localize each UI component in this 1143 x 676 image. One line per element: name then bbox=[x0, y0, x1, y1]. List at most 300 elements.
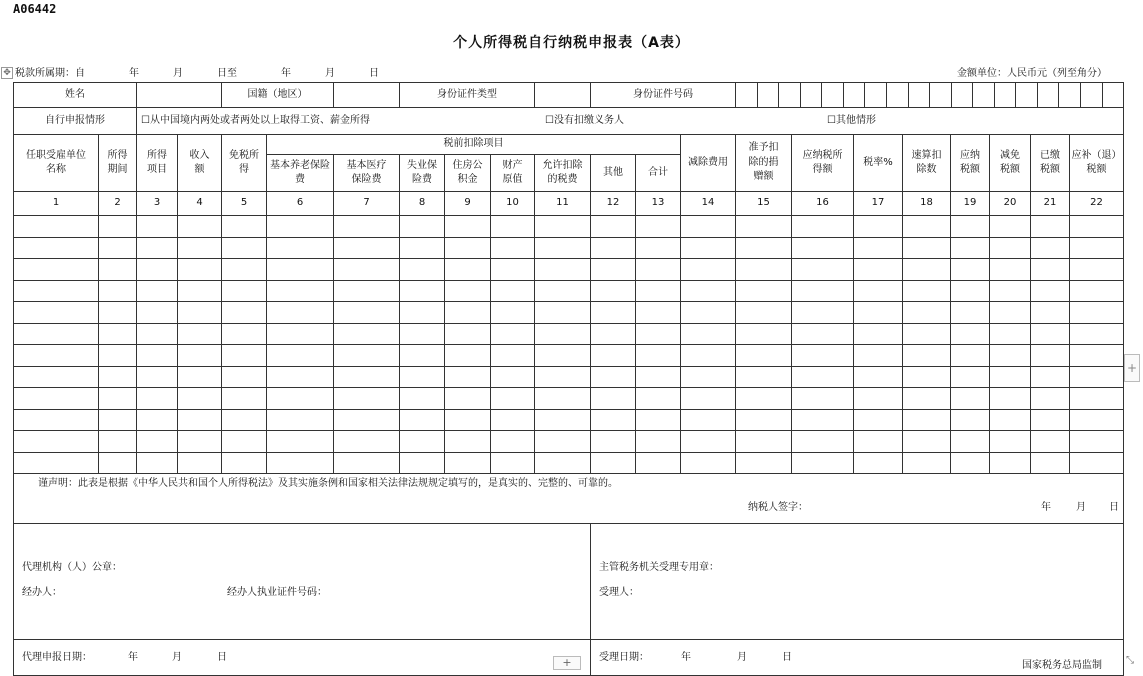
table-cell[interactable] bbox=[99, 216, 137, 238]
id-digit-box[interactable] bbox=[865, 83, 887, 107]
table-cell[interactable] bbox=[1031, 431, 1070, 453]
table-cell[interactable] bbox=[1070, 388, 1124, 410]
add-column-plus-icon[interactable]: + bbox=[1124, 354, 1140, 382]
table-cell[interactable] bbox=[591, 302, 636, 324]
table-cell[interactable] bbox=[14, 452, 99, 474]
table-cell[interactable] bbox=[990, 409, 1031, 431]
filing-option-other[interactable]: ☐其他情形 bbox=[827, 115, 876, 126]
table-cell[interactable] bbox=[491, 216, 535, 238]
id-digit-box[interactable] bbox=[844, 83, 866, 107]
table-cell[interactable] bbox=[535, 237, 591, 259]
table-cell[interactable] bbox=[903, 237, 951, 259]
table-cell[interactable] bbox=[178, 388, 222, 410]
table-cell[interactable] bbox=[591, 366, 636, 388]
table-cell[interactable] bbox=[990, 366, 1031, 388]
table-cell[interactable] bbox=[400, 452, 445, 474]
table-cell[interactable] bbox=[792, 302, 854, 324]
table-cell[interactable] bbox=[99, 366, 137, 388]
table-cell[interactable] bbox=[1070, 431, 1124, 453]
id-digit-box[interactable] bbox=[952, 83, 974, 107]
table-cell[interactable] bbox=[736, 345, 792, 367]
table-cell[interactable] bbox=[1070, 323, 1124, 345]
table-cell[interactable] bbox=[951, 323, 990, 345]
table-cell[interactable] bbox=[99, 345, 137, 367]
table-cell[interactable] bbox=[535, 345, 591, 367]
table-cell[interactable] bbox=[222, 302, 267, 324]
table-cell[interactable] bbox=[736, 302, 792, 324]
table-cell[interactable] bbox=[591, 237, 636, 259]
table-cell[interactable] bbox=[1031, 366, 1070, 388]
table-cell[interactable] bbox=[334, 431, 400, 453]
table-cell[interactable] bbox=[681, 216, 736, 238]
table-cell[interactable] bbox=[99, 302, 137, 324]
id-digit-box[interactable] bbox=[887, 83, 909, 107]
table-cell[interactable] bbox=[178, 302, 222, 324]
table-cell[interactable] bbox=[636, 323, 681, 345]
table-cell[interactable] bbox=[681, 345, 736, 367]
table-cell[interactable] bbox=[903, 345, 951, 367]
table-cell[interactable] bbox=[400, 323, 445, 345]
table-cell[interactable] bbox=[491, 323, 535, 345]
table-cell[interactable] bbox=[491, 302, 535, 324]
table-cell[interactable] bbox=[178, 259, 222, 281]
table-cell[interactable] bbox=[535, 302, 591, 324]
table-cell[interactable] bbox=[792, 216, 854, 238]
table-cell[interactable] bbox=[267, 216, 334, 238]
table-cell[interactable] bbox=[445, 345, 491, 367]
table-cell[interactable] bbox=[854, 388, 903, 410]
table-cell[interactable] bbox=[222, 388, 267, 410]
table-cell[interactable] bbox=[267, 388, 334, 410]
table-cell[interactable] bbox=[400, 302, 445, 324]
table-cell[interactable] bbox=[951, 388, 990, 410]
table-cell[interactable] bbox=[99, 388, 137, 410]
table-cell[interactable] bbox=[535, 452, 591, 474]
id-digit-box[interactable] bbox=[909, 83, 931, 107]
table-cell[interactable] bbox=[854, 259, 903, 281]
table-cell[interactable] bbox=[903, 280, 951, 302]
table-cell[interactable] bbox=[400, 366, 445, 388]
table-cell[interactable] bbox=[137, 237, 178, 259]
table-cell[interactable] bbox=[951, 409, 990, 431]
table-cell[interactable] bbox=[990, 323, 1031, 345]
table-cell[interactable] bbox=[636, 366, 681, 388]
table-cell[interactable] bbox=[14, 366, 99, 388]
table-cell[interactable] bbox=[951, 431, 990, 453]
id-type-field[interactable] bbox=[535, 83, 591, 108]
table-cell[interactable] bbox=[334, 259, 400, 281]
table-cell[interactable] bbox=[681, 409, 736, 431]
id-digit-box[interactable] bbox=[973, 83, 995, 107]
table-cell[interactable] bbox=[681, 431, 736, 453]
table-cell[interactable] bbox=[792, 366, 854, 388]
table-cell[interactable] bbox=[445, 409, 491, 431]
table-cell[interactable] bbox=[1070, 237, 1124, 259]
table-cell[interactable] bbox=[854, 302, 903, 324]
id-digit-box[interactable] bbox=[1038, 83, 1060, 107]
table-cell[interactable] bbox=[1070, 302, 1124, 324]
table-cell[interactable] bbox=[222, 323, 267, 345]
table-cell[interactable] bbox=[792, 388, 854, 410]
table-cell[interactable] bbox=[222, 345, 267, 367]
col-housing: 住房公积金 bbox=[445, 155, 491, 192]
table-cell[interactable] bbox=[334, 237, 400, 259]
table-cell[interactable] bbox=[636, 280, 681, 302]
table-cell[interactable] bbox=[990, 302, 1031, 324]
table-move-handle-icon[interactable]: ✥ bbox=[1, 67, 13, 79]
table-cell[interactable] bbox=[854, 366, 903, 388]
table-cell[interactable] bbox=[736, 431, 792, 453]
table-cell[interactable] bbox=[400, 345, 445, 367]
table-cell[interactable] bbox=[1070, 345, 1124, 367]
table-cell[interactable] bbox=[591, 452, 636, 474]
table-cell[interactable] bbox=[400, 216, 445, 238]
table-cell[interactable] bbox=[1031, 302, 1070, 324]
table-cell[interactable] bbox=[1070, 216, 1124, 238]
table-cell[interactable] bbox=[681, 366, 736, 388]
table-cell[interactable] bbox=[736, 452, 792, 474]
table-cell[interactable] bbox=[445, 280, 491, 302]
table-cell[interactable] bbox=[1031, 388, 1070, 410]
table-cell[interactable] bbox=[99, 409, 137, 431]
table-cell[interactable] bbox=[14, 280, 99, 302]
table-cell[interactable] bbox=[591, 409, 636, 431]
table-cell[interactable] bbox=[535, 431, 591, 453]
table-cell[interactable] bbox=[854, 280, 903, 302]
table-cell[interactable] bbox=[1031, 323, 1070, 345]
table-cell[interactable] bbox=[591, 345, 636, 367]
table-cell[interactable] bbox=[951, 259, 990, 281]
table-cell[interactable] bbox=[951, 345, 990, 367]
table-cell[interactable] bbox=[990, 452, 1031, 474]
table-cell[interactable] bbox=[14, 302, 99, 324]
table-cell[interactable] bbox=[990, 388, 1031, 410]
table-cell[interactable] bbox=[990, 259, 1031, 281]
table-cell[interactable] bbox=[137, 302, 178, 324]
table-cell[interactable] bbox=[491, 345, 535, 367]
table-cell[interactable] bbox=[854, 431, 903, 453]
table-cell[interactable] bbox=[267, 259, 334, 281]
table-cell[interactable] bbox=[400, 237, 445, 259]
table-cell[interactable] bbox=[222, 409, 267, 431]
id-digit-box[interactable] bbox=[801, 83, 823, 107]
table-cell[interactable] bbox=[491, 280, 535, 302]
table-cell[interactable] bbox=[334, 409, 400, 431]
table-cell[interactable] bbox=[636, 259, 681, 281]
table-cell[interactable] bbox=[736, 216, 792, 238]
table-cell[interactable] bbox=[222, 431, 267, 453]
table-cell[interactable] bbox=[535, 366, 591, 388]
table-cell[interactable] bbox=[1031, 216, 1070, 238]
table-cell[interactable] bbox=[334, 323, 400, 345]
table-cell[interactable] bbox=[636, 216, 681, 238]
table-cell[interactable] bbox=[591, 323, 636, 345]
table-cell[interactable] bbox=[445, 216, 491, 238]
table-cell[interactable] bbox=[903, 323, 951, 345]
table-cell[interactable] bbox=[445, 388, 491, 410]
table-cell[interactable] bbox=[14, 323, 99, 345]
table-cell[interactable] bbox=[854, 452, 903, 474]
table-cell[interactable] bbox=[137, 431, 178, 453]
table-cell[interactable] bbox=[792, 345, 854, 367]
table-cell[interactable] bbox=[1031, 237, 1070, 259]
table-cell[interactable] bbox=[222, 237, 267, 259]
table-cell[interactable] bbox=[636, 431, 681, 453]
table-cell[interactable] bbox=[137, 388, 178, 410]
table-cell[interactable] bbox=[736, 259, 792, 281]
table-cell[interactable] bbox=[681, 302, 736, 324]
table-cell[interactable] bbox=[535, 280, 591, 302]
table-cell[interactable] bbox=[267, 452, 334, 474]
table-cell[interactable] bbox=[178, 280, 222, 302]
table-cell[interactable] bbox=[178, 366, 222, 388]
table-cell[interactable] bbox=[535, 259, 591, 281]
table-cell[interactable] bbox=[267, 345, 334, 367]
id-number-boxes[interactable] bbox=[736, 83, 1124, 108]
table-cell[interactable] bbox=[14, 216, 99, 238]
table-cell[interactable] bbox=[591, 388, 636, 410]
table-cell[interactable] bbox=[14, 345, 99, 367]
table-cell[interactable] bbox=[267, 366, 334, 388]
table-cell[interactable] bbox=[681, 237, 736, 259]
table-cell[interactable] bbox=[445, 323, 491, 345]
table-cell[interactable] bbox=[267, 237, 334, 259]
table-cell[interactable] bbox=[400, 259, 445, 281]
table-cell[interactable] bbox=[854, 409, 903, 431]
table-cell[interactable] bbox=[1070, 280, 1124, 302]
table-cell[interactable] bbox=[792, 409, 854, 431]
table-cell[interactable] bbox=[736, 237, 792, 259]
table-cell[interactable] bbox=[445, 302, 491, 324]
table-cell[interactable] bbox=[990, 237, 1031, 259]
table-cell[interactable] bbox=[14, 388, 99, 410]
table-cell[interactable] bbox=[854, 216, 903, 238]
id-digit-box[interactable] bbox=[930, 83, 952, 107]
table-cell[interactable] bbox=[636, 302, 681, 324]
table-cell[interactable] bbox=[951, 452, 990, 474]
table-cell[interactable] bbox=[400, 431, 445, 453]
table-cell[interactable] bbox=[99, 259, 137, 281]
table-cell[interactable] bbox=[1031, 259, 1070, 281]
table-cell[interactable] bbox=[137, 259, 178, 281]
table-cell[interactable] bbox=[681, 323, 736, 345]
table-cell[interactable] bbox=[951, 237, 990, 259]
table-cell[interactable] bbox=[334, 216, 400, 238]
table-cell[interactable] bbox=[137, 366, 178, 388]
table-cell[interactable] bbox=[178, 237, 222, 259]
table-cell[interactable] bbox=[491, 452, 535, 474]
table-cell[interactable] bbox=[792, 323, 854, 345]
table-cell[interactable] bbox=[854, 323, 903, 345]
table-cell[interactable] bbox=[99, 323, 137, 345]
table-cell[interactable] bbox=[178, 409, 222, 431]
table-cell[interactable] bbox=[854, 237, 903, 259]
table-cell[interactable] bbox=[99, 280, 137, 302]
table-cell[interactable] bbox=[1070, 366, 1124, 388]
table-cell[interactable] bbox=[334, 345, 400, 367]
col-taxable: 应纳税所得额 bbox=[792, 135, 854, 192]
table-cell[interactable] bbox=[445, 366, 491, 388]
table-cell[interactable] bbox=[792, 259, 854, 281]
table-cell[interactable] bbox=[222, 216, 267, 238]
table-cell[interactable] bbox=[636, 345, 681, 367]
table-cell[interactable] bbox=[334, 452, 400, 474]
table-cell[interactable] bbox=[903, 259, 951, 281]
table-cell[interactable] bbox=[990, 431, 1031, 453]
table-cell[interactable] bbox=[903, 366, 951, 388]
table-cell[interactable] bbox=[137, 345, 178, 367]
table-cell[interactable] bbox=[178, 431, 222, 453]
table-cell[interactable] bbox=[334, 280, 400, 302]
table-cell[interactable] bbox=[178, 452, 222, 474]
table-cell[interactable] bbox=[222, 452, 267, 474]
table-cell[interactable] bbox=[1070, 452, 1124, 474]
table-cell[interactable] bbox=[636, 409, 681, 431]
table-cell[interactable] bbox=[491, 237, 535, 259]
table-cell[interactable] bbox=[14, 409, 99, 431]
table-cell[interactable] bbox=[792, 280, 854, 302]
filing-option-no-withholder[interactable]: ☐没有扣缴义务人 bbox=[545, 115, 624, 126]
id-digit-box[interactable] bbox=[1016, 83, 1038, 107]
table-cell[interactable] bbox=[267, 323, 334, 345]
authority-date-day: 日 bbox=[782, 652, 792, 663]
id-digit-box[interactable] bbox=[1081, 83, 1103, 107]
table-cell[interactable] bbox=[990, 216, 1031, 238]
table-cell[interactable] bbox=[222, 259, 267, 281]
table-cell[interactable] bbox=[990, 280, 1031, 302]
table-cell[interactable] bbox=[137, 409, 178, 431]
table-cell[interactable] bbox=[137, 323, 178, 345]
resize-handle-icon[interactable]: ⤡ bbox=[1126, 655, 1134, 666]
table-cell[interactable] bbox=[267, 431, 334, 453]
table-cell[interactable] bbox=[222, 366, 267, 388]
id-digit-box[interactable] bbox=[995, 83, 1017, 107]
table-cell[interactable] bbox=[445, 452, 491, 474]
id-digit-box[interactable] bbox=[1103, 83, 1124, 107]
table-cell[interactable] bbox=[951, 216, 990, 238]
table-cell[interactable] bbox=[445, 237, 491, 259]
table-cell[interactable] bbox=[267, 302, 334, 324]
col-payable: 应纳税额 bbox=[951, 135, 990, 192]
table-cell[interactable] bbox=[736, 388, 792, 410]
table-cell[interactable] bbox=[1070, 409, 1124, 431]
table-cell[interactable] bbox=[792, 237, 854, 259]
nationality-field[interactable] bbox=[334, 83, 400, 108]
table-cell[interactable] bbox=[681, 388, 736, 410]
id-digit-box[interactable] bbox=[758, 83, 780, 107]
table-cell[interactable] bbox=[14, 259, 99, 281]
id-digit-box[interactable] bbox=[736, 83, 758, 107]
table-cell[interactable] bbox=[99, 431, 137, 453]
table-cell[interactable] bbox=[736, 323, 792, 345]
table-cell[interactable] bbox=[178, 345, 222, 367]
table-cell[interactable] bbox=[491, 409, 535, 431]
table-cell[interactable] bbox=[736, 409, 792, 431]
table-cell[interactable] bbox=[334, 366, 400, 388]
table-cell[interactable] bbox=[400, 280, 445, 302]
table-cell[interactable] bbox=[736, 366, 792, 388]
table-cell[interactable] bbox=[591, 216, 636, 238]
table-cell[interactable] bbox=[736, 280, 792, 302]
table-cell[interactable] bbox=[792, 431, 854, 453]
id-digit-box[interactable] bbox=[822, 83, 844, 107]
table-cell[interactable] bbox=[445, 259, 491, 281]
table-cell[interactable] bbox=[267, 409, 334, 431]
table-cell[interactable] bbox=[334, 302, 400, 324]
table-cell[interactable] bbox=[178, 216, 222, 238]
table-cell[interactable] bbox=[951, 302, 990, 324]
table-cell[interactable] bbox=[854, 345, 903, 367]
table-cell[interactable] bbox=[792, 452, 854, 474]
table-cell[interactable] bbox=[591, 431, 636, 453]
table-cell[interactable] bbox=[400, 388, 445, 410]
table-cell[interactable] bbox=[1031, 409, 1070, 431]
table-cell[interactable] bbox=[178, 323, 222, 345]
table-cell[interactable] bbox=[535, 409, 591, 431]
table-cell[interactable] bbox=[903, 452, 951, 474]
name-field[interactable] bbox=[137, 83, 222, 108]
table-cell[interactable] bbox=[903, 388, 951, 410]
table-cell[interactable] bbox=[535, 323, 591, 345]
add-row-plus-icon[interactable]: + bbox=[553, 656, 581, 670]
table-cell[interactable] bbox=[99, 237, 137, 259]
table-cell[interactable] bbox=[903, 302, 951, 324]
table-cell[interactable] bbox=[137, 452, 178, 474]
table-cell[interactable] bbox=[903, 431, 951, 453]
table-cell[interactable] bbox=[636, 452, 681, 474]
table-cell[interactable] bbox=[591, 259, 636, 281]
table-cell[interactable] bbox=[99, 452, 137, 474]
table-cell[interactable] bbox=[491, 366, 535, 388]
table-cell[interactable] bbox=[951, 280, 990, 302]
table-cell[interactable] bbox=[951, 366, 990, 388]
table-cell[interactable] bbox=[1031, 345, 1070, 367]
table-cell[interactable] bbox=[636, 388, 681, 410]
table-cell[interactable] bbox=[903, 409, 951, 431]
table-cell[interactable] bbox=[903, 216, 951, 238]
table-cell[interactable] bbox=[491, 259, 535, 281]
table-cell[interactable] bbox=[137, 280, 178, 302]
table-cell[interactable] bbox=[491, 388, 535, 410]
table-cell[interactable] bbox=[535, 388, 591, 410]
table-cell[interactable] bbox=[14, 237, 99, 259]
table-cell[interactable] bbox=[400, 409, 445, 431]
table-cell[interactable] bbox=[681, 452, 736, 474]
table-cell[interactable] bbox=[14, 431, 99, 453]
table-cell[interactable] bbox=[1031, 452, 1070, 474]
table-cell[interactable] bbox=[267, 280, 334, 302]
id-digit-box[interactable] bbox=[1059, 83, 1081, 107]
table-cell[interactable] bbox=[681, 259, 736, 281]
table-cell[interactable] bbox=[681, 280, 736, 302]
table-cell[interactable] bbox=[1031, 280, 1070, 302]
authority-date-label: 受理日期： bbox=[599, 652, 649, 663]
table-cell[interactable] bbox=[137, 216, 178, 238]
id-digit-box[interactable] bbox=[779, 83, 801, 107]
authority-receiver-label: 受理人： bbox=[599, 587, 639, 598]
table-cell[interactable] bbox=[334, 388, 400, 410]
table-cell[interactable] bbox=[222, 280, 267, 302]
table-cell[interactable] bbox=[990, 345, 1031, 367]
currency-unit: 金额单位：人民币元（列至角分） bbox=[957, 68, 1107, 79]
table-cell[interactable] bbox=[636, 237, 681, 259]
table-cell[interactable] bbox=[491, 431, 535, 453]
table-cell[interactable] bbox=[591, 280, 636, 302]
table-cell[interactable] bbox=[1070, 259, 1124, 281]
table-cell[interactable] bbox=[535, 216, 591, 238]
filing-option-multiple-employers[interactable]: ☐从中国境内两处或者两处以上取得工资、薪金所得 bbox=[141, 115, 370, 126]
table-cell[interactable] bbox=[445, 431, 491, 453]
